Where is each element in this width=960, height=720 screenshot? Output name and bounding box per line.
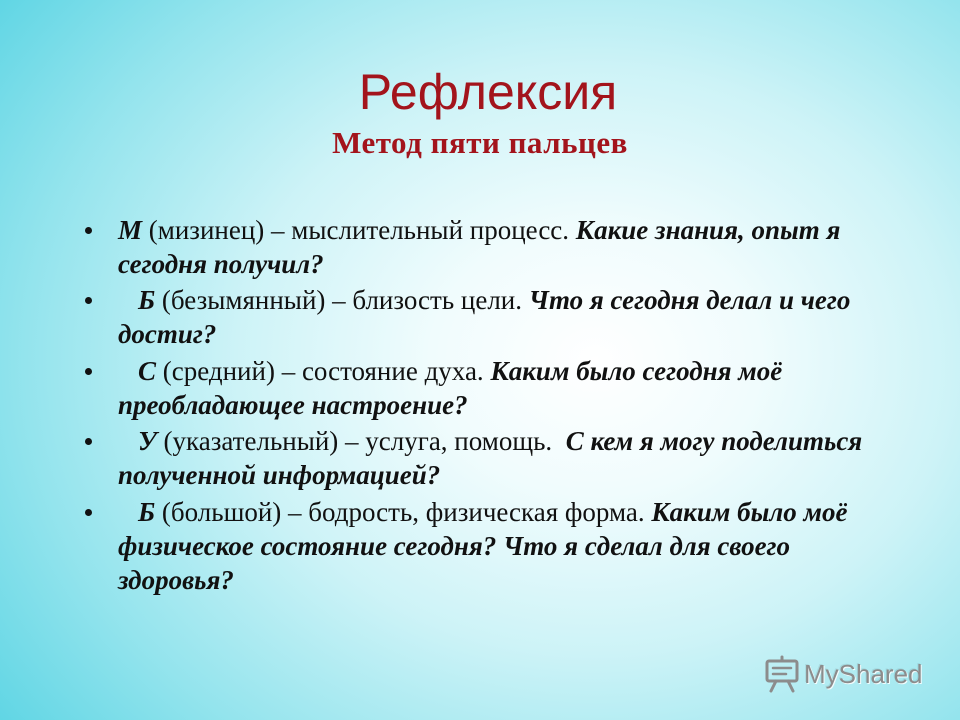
list-item-line	[0, 424, 960, 458]
list-item-line	[0, 388, 960, 422]
finger-letter: М	[118, 215, 143, 245]
watermark-logo	[764, 654, 923, 694]
question-text: здоровья?	[118, 565, 234, 595]
question-text: достиг?	[118, 319, 217, 349]
bullet-dot	[85, 368, 92, 375]
bullet-dot	[85, 297, 92, 304]
finger-letter: Б	[138, 497, 156, 527]
finger-description: (средний) – состояние духа.	[156, 356, 491, 386]
list-item-line	[0, 458, 960, 492]
presentation-board-icon	[764, 655, 800, 693]
question-text: С кем я могу поделиться	[565, 426, 863, 456]
watermark-text: MyShared	[804, 659, 923, 689]
slide-subtitle: Метод пяти пальцев	[332, 125, 628, 160]
list-item-line	[0, 283, 960, 317]
list-item	[0, 424, 960, 492]
list-item	[0, 213, 960, 281]
list-item-line	[0, 213, 960, 247]
list-item-line	[0, 317, 960, 351]
question-text: Что я сегодня делал и чего	[528, 285, 851, 315]
finger-description: (большой) – бодрость, физическая форма.	[155, 497, 652, 527]
question-text: физическое состояние сегодня? Что я сделал для своего	[118, 531, 791, 561]
finger-letter: Б	[138, 285, 156, 315]
bullet-dot	[85, 227, 92, 234]
bullet-dot	[85, 438, 92, 445]
list-item	[0, 283, 960, 351]
bullet-dot	[85, 509, 92, 516]
question-text: Какие знания, опыт я	[575, 215, 841, 245]
list-item	[0, 354, 960, 422]
question-text: полученной информацией?	[118, 460, 441, 490]
list-item	[0, 495, 960, 597]
question-text: сегодня получил?	[118, 249, 324, 279]
question-text: Каким было моё	[651, 497, 848, 527]
list-item-line	[0, 495, 960, 529]
list-item-line	[0, 563, 960, 597]
finger-description: (безымянный) – близость цели.	[155, 285, 529, 315]
finger-description: (указательный) – услуга, помощь.	[156, 426, 566, 456]
finger-letter: У	[138, 426, 157, 456]
list-item-line	[0, 354, 960, 388]
finger-description: (мизинец) – мыслительный процесс.	[142, 215, 576, 245]
question-text: преобладающее настроение?	[118, 390, 468, 420]
question-text: Каким было сегодня моё	[490, 356, 783, 386]
finger-letter: С	[138, 356, 157, 386]
list-item-line	[0, 247, 960, 281]
list-item-line	[0, 529, 960, 563]
slide-title: Рефлексия	[358, 64, 618, 120]
